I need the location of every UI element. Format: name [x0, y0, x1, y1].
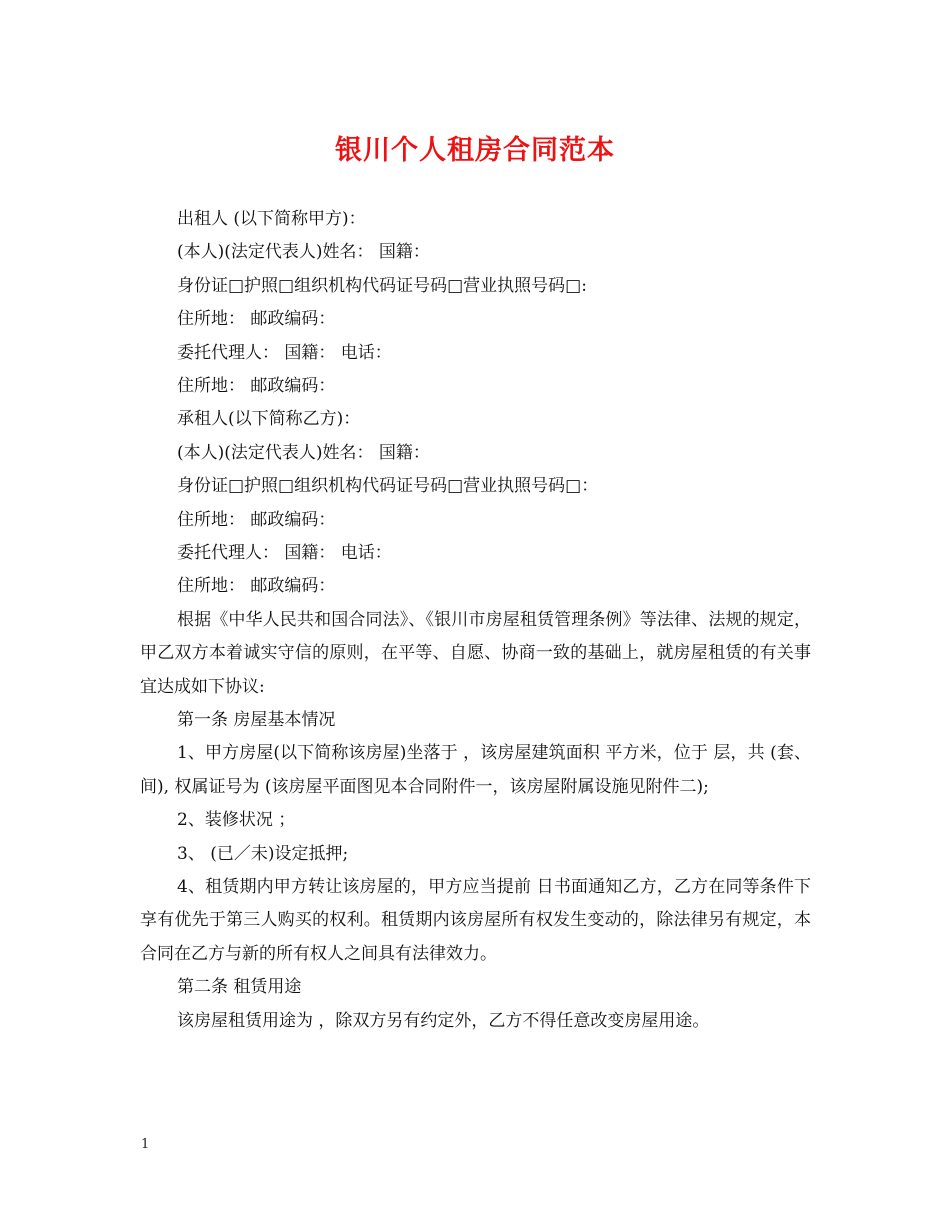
- lessee-heading: 承租人(以下简称乙方)：: [177, 409, 361, 430]
- document-body: [140, 203, 811, 1038]
- article-1-item-2: 2、装修状况 ；: [177, 810, 296, 831]
- lessor-name-nationality: (本人)(法定代表人)姓名： 国籍：: [177, 242, 430, 263]
- article-2-heading: 第二条 租赁用途: [177, 977, 302, 998]
- article-2-text: 该房屋租赁用途为 ，除双方另有约定外，乙方不得任意改变房屋用途。: [177, 1010, 710, 1031]
- article-1-item-1: 1、甲方房屋(以下简称该房屋)坐落于 ，该房屋建筑面积 平方米，位于 层，共 (套、间), 权属证号为 (该房屋平面图见本合同附件一，该房屋附属设施见附件二);: [140, 743, 811, 797]
- lessor-heading: 出租人 (以下简称甲方)：: [177, 209, 366, 229]
- lessee-agent: 委托代理人： 国籍： 电话：: [177, 542, 392, 563]
- lessee-id-type: 身份证□护照□组织机构代码证号码□营业执照号码□：: [177, 476, 599, 497]
- article-1-heading: 第一条 房屋基本情况: [177, 709, 336, 730]
- lessor-id-type: 身份证□护照□组织机构代码证号码□营业执照号码□:: [177, 275, 587, 296]
- lessor-agent: 委托代理人： 国籍： 电话：: [177, 342, 392, 363]
- basis-paragraph: 根据《中华人民共和国合同法》、《银川市房屋租赁管理条例》等法律、法规的规定，甲乙双方本着诚实守信的原则，在平等、自愿、协商一致的基础上，就房屋租赁的有关事宜达成如下协议:: [140, 609, 811, 697]
- lessee-name-nationality: (本人)(法定代表人)姓名： 国籍：: [177, 442, 430, 463]
- page-number: 1: [141, 1137, 150, 1152]
- document-title: 银川个人租房合同范本: [335, 135, 615, 166]
- article-1-item-4: 4、租赁期内甲方转让该房屋的，甲方应当提前 日书面通知乙方，乙方在同等条件下享有优先于第三人购买的权利。租赁期内该房屋所有权发生变动的，除法律另有规定，本合同在乙方与新的所有权人之间具有法律效力。: [140, 876, 811, 964]
- lessee-agent-address: 住所地： 邮政编码：: [177, 576, 336, 597]
- lessor-address: 住所地： 邮政编码：: [177, 309, 336, 330]
- lessee-address: 住所地： 邮政编码：: [177, 509, 336, 530]
- article-1-item-3: 3、 (已／未)设定抵押;: [177, 843, 349, 864]
- lessor-agent-address: 住所地： 邮政编码：: [177, 375, 336, 396]
